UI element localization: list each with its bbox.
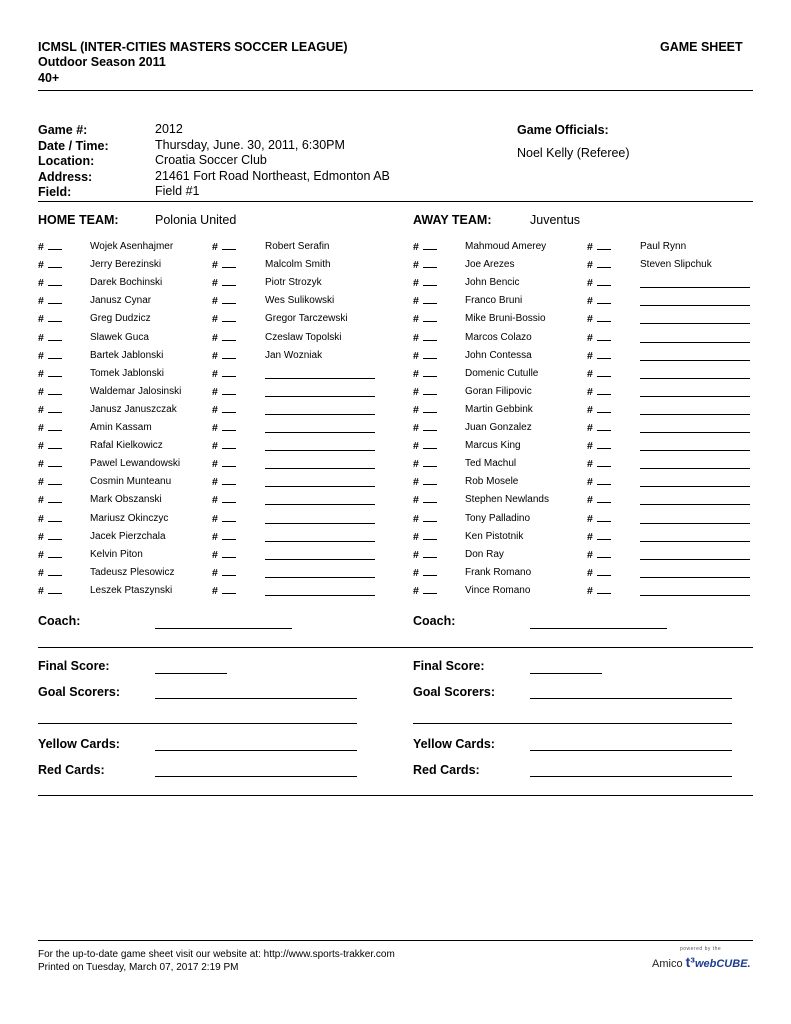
home-jersey-number-blank: # [38,240,62,253]
official-referee: Noel Kelly (Referee) [517,146,630,160]
home-red-cards-label: Red Cards: [38,763,105,777]
home-final-score-label: Final Score: [38,659,110,673]
away-jersey-number-blank: # [413,331,437,344]
home-jersey-number-blank: # [38,457,62,470]
home-jersey-number-blank: # [38,584,62,597]
away-jersey-number-blank: # [587,258,611,271]
away-jersey-number-blank: # [413,457,437,470]
away-jersey-number-blank: # [413,584,437,597]
away-yellow-cards-label: Yellow Cards: [413,737,495,751]
home-player-name: Gregor Tarczewski [265,313,348,324]
game-location: Croatia Soccer Club [155,153,267,167]
home-jersey-number-blank: # [38,349,62,362]
away-player-name: Ken Pistotnik [465,531,524,542]
home-player-name-blank [265,513,375,524]
home-jersey-number-blank: # [212,331,236,344]
away-player-name-blank [640,549,750,560]
away-player-name: Joe Arezes [465,259,515,270]
away-jersey-number-blank: # [413,439,437,452]
home-final-score-line [155,661,227,674]
away-player-name-blank [640,585,750,596]
home-jersey-number-blank: # [38,512,62,525]
home-player-name: Jan Wozniak [265,350,323,361]
away-player-name: Steven Slipchuk [640,259,712,270]
away-player-name-blank [640,295,750,306]
home-jersey-number-blank: # [212,421,236,434]
away-jersey-number-blank: # [587,530,611,543]
home-jersey-number-blank: # [212,530,236,543]
away-coach-label: Coach: [413,614,456,628]
officials-label: Game Officials: [517,123,609,137]
home-player-name-blank [265,386,375,397]
away-jersey-number-blank: # [413,530,437,543]
away-jersey-number-blank: # [413,475,437,488]
location-label: Location: [38,154,95,168]
score-divider [38,795,753,796]
coach-divider [38,647,753,648]
away-player-name-blank [640,494,750,505]
home-jersey-number-blank: # [38,548,62,561]
home-jersey-number-blank: # [38,403,62,416]
home-player-name: Janusz Cynar [90,295,152,306]
home-goal-scorers-line [155,686,357,699]
away-jersey-number-blank: # [587,367,611,380]
home-yellow-cards-line [155,738,357,751]
home-jersey-number-blank: # [38,530,62,543]
home-jersey-number-blank: # [38,276,62,289]
home-player-name: Greg Dudzicz [90,313,151,324]
away-player-name: John Contessa [465,350,532,361]
away-player-name-blank [640,567,750,578]
away-team-label: AWAY TEAM: [413,213,492,227]
away-player-name: Goran Filipovic [465,386,532,397]
home-player-name: Kelvin Piton [90,549,143,560]
home-jersey-number-blank: # [38,294,62,307]
away-jersey-number-blank: # [413,421,437,434]
home-jersey-number-blank: # [212,240,236,253]
away-player-name-blank [640,458,750,469]
info-divider [38,201,753,202]
home-player-name-blank [265,440,375,451]
away-player-name: Rob Mosele [465,476,519,487]
home-player-name-blank [265,585,375,596]
away-coach-line [530,616,667,629]
home-jersey-number-blank: # [212,294,236,307]
away-jersey-number-blank: # [587,584,611,597]
away-player-name: John Bencic [465,277,520,288]
logo-brand: Amico [652,958,683,970]
away-player-name: Franco Bruni [465,295,523,306]
home-player-name: Wes Sulikowski [265,295,335,306]
home-player-name: Tomek Jablonski [90,368,164,379]
away-jersey-number-blank: # [413,294,437,307]
away-jersey-number-blank: # [413,258,437,271]
game-address: 21461 Fort Road Northeast, Edmonton AB [155,169,390,183]
sheet-title: GAME SHEET [660,40,743,54]
home-jersey-number-blank: # [38,475,62,488]
footer-printed: Printed on Tuesday, March 07, 2017 2:19 PM [38,962,239,973]
home-player-name-blank [265,531,375,542]
home-player-name: Mark Obszanski [90,494,162,505]
away-jersey-number-blank: # [413,367,437,380]
game-field: Field #1 [155,184,200,198]
home-goal-scorers-line-2 [38,711,357,724]
home-jersey-number-blank: # [38,331,62,344]
away-goal-scorers-line [530,686,732,699]
away-red-cards-label: Red Cards: [413,763,480,777]
home-player-name: Leszek Ptaszynski [90,585,173,596]
game-number-label: Game #: [38,123,88,137]
away-jersey-number-blank: # [587,548,611,561]
away-player-name-blank [640,404,750,415]
logo-powered-text: powered by the [680,946,722,952]
away-player-name: Ted Machul [465,458,517,469]
away-final-score-line [530,661,602,674]
home-player-name: Mariusz Okinczyc [90,513,169,524]
home-player-name: Jacek Pierzchala [90,531,166,542]
away-player-name: Juan Gonzalez [465,422,532,433]
home-jersey-number-blank: # [212,512,236,525]
away-jersey-number-blank: # [587,457,611,470]
header-divider [38,90,753,91]
away-jersey-number-blank: # [587,240,611,253]
home-player-name-blank [265,404,375,415]
away-jersey-number-blank: # [587,475,611,488]
away-red-cards-line [530,764,732,777]
away-goal-scorers-label: Goal Scorers: [413,685,495,699]
home-jersey-number-blank: # [212,457,236,470]
away-jersey-number-blank: # [587,312,611,325]
away-jersey-number-blank: # [587,276,611,289]
away-final-score-label: Final Score: [413,659,485,673]
home-player-name-blank [265,567,375,578]
home-player-name: Slawek Guca [90,332,149,343]
away-player-name-blank [640,313,750,324]
away-jersey-number-blank: # [413,566,437,579]
away-player-name: Mahmoud Amerey [465,241,547,252]
home-jersey-number-blank: # [212,566,236,579]
home-jersey-number-blank: # [212,548,236,561]
home-player-name: Czeslaw Topolski [265,332,342,343]
home-player-name: Amin Kassam [90,422,152,433]
away-player-name: Martin Gebbink [465,404,533,415]
away-player-name-blank [640,476,750,487]
home-jersey-number-blank: # [212,439,236,452]
home-jersey-number-blank: # [38,385,62,398]
away-jersey-number-blank: # [587,349,611,362]
game-datetime: Thursday, June. 30, 2011, 6:30PM [155,138,345,152]
home-jersey-number-blank: # [38,566,62,579]
away-yellow-cards-line [530,738,732,751]
home-jersey-number-blank: # [212,493,236,506]
field-label: Field: [38,185,72,199]
home-jersey-number-blank: # [212,403,236,416]
away-jersey-number-blank: # [413,512,437,525]
home-player-name-blank [265,422,375,433]
home-red-cards-line [155,764,357,777]
away-jersey-number-blank: # [413,240,437,253]
home-player-name: Piotr Strozyk [265,277,322,288]
away-jersey-number-blank: # [413,403,437,416]
away-jersey-number-blank: # [587,439,611,452]
away-jersey-number-blank: # [413,349,437,362]
home-jersey-number-blank: # [38,493,62,506]
home-player-name: Darek Bochinski [90,277,163,288]
footer-website: For the up-to-date game sheet visit our website at: http://www.sports-trakker.com [38,949,395,960]
away-player-name: Marcus King [465,440,521,451]
home-jersey-number-blank: # [212,258,236,271]
home-jersey-number-blank: # [38,421,62,434]
home-jersey-number-blank: # [212,385,236,398]
address-label: Address: [38,170,93,184]
home-player-name: Jerry Berezinski [90,259,162,270]
home-jersey-number-blank: # [212,584,236,597]
away-player-name: Tony Palladino [465,513,531,524]
away-player-name: Mike Bruni-Bossio [465,313,546,324]
away-jersey-number-blank: # [587,421,611,434]
away-player-name: Frank Romano [465,567,532,578]
away-jersey-number-blank: # [587,512,611,525]
away-jersey-number-blank: # [587,385,611,398]
away-jersey-number-blank: # [413,493,437,506]
away-player-name: Vince Romano [465,585,531,596]
away-player-name: Don Ray [465,549,504,560]
home-player-name: Wojek Asenhajmer [90,241,174,252]
division-label: 40+ [38,71,60,85]
home-jersey-number-blank: # [38,439,62,452]
away-player-name-blank [640,386,750,397]
home-jersey-number-blank: # [212,367,236,380]
away-player-name-blank [640,350,750,361]
home-player-name: Malcolm Smith [265,259,331,270]
away-player-name: Domenic Cutulle [465,368,539,379]
home-player-name: Waldemar Jalosinski [90,386,182,397]
home-jersey-number-blank: # [38,258,62,271]
home-player-name: Rafal Kielkowicz [90,440,163,451]
home-goal-scorers-label: Goal Scorers: [38,685,120,699]
away-jersey-number-blank: # [413,276,437,289]
away-goal-scorers-line-2 [413,711,732,724]
away-player-name: Paul Rynn [640,241,687,252]
home-coach-line [155,616,292,629]
home-team-name: Polonia United [155,213,237,227]
home-jersey-number-blank: # [212,312,236,325]
away-player-name-blank [640,368,750,379]
home-jersey-number-blank: # [212,276,236,289]
home-player-name: Robert Serafin [265,241,330,252]
logo-web: web [694,958,717,970]
home-player-name-blank [265,368,375,379]
home-player-name-blank [265,549,375,560]
home-player-name: Tadeusz Plesowicz [90,567,175,578]
away-player-name-blank [640,531,750,542]
datetime-label: Date / Time: [38,139,109,153]
home-player-name-blank [265,494,375,505]
home-jersey-number-blank: # [212,475,236,488]
away-jersey-number-blank: # [587,331,611,344]
away-player-name: Stephen Newlands [465,494,549,505]
home-yellow-cards-label: Yellow Cards: [38,737,120,751]
game-number: 2012 [155,122,183,136]
away-jersey-number-blank: # [413,312,437,325]
home-player-name: Janusz Januszczak [90,404,177,415]
home-team-label: HOME TEAM: [38,213,119,227]
season-label: Outdoor Season 2011 [38,55,166,69]
away-jersey-number-blank: # [413,548,437,561]
away-jersey-number-blank: # [587,403,611,416]
home-jersey-number-blank: # [38,312,62,325]
home-player-name: Cosmin Munteanu [90,476,172,487]
away-jersey-number-blank: # [587,566,611,579]
footer-divider [38,940,753,941]
away-team-name: Juventus [530,213,581,227]
logo-cube: CUBE. [716,958,751,970]
home-jersey-number-blank: # [212,349,236,362]
away-player-name-blank [640,277,750,288]
away-player-name: Marcos Colazo [465,332,532,343]
home-player-name-blank [265,476,375,487]
home-player-name: Bartek Jablonski [90,350,164,361]
away-jersey-number-blank: # [413,385,437,398]
home-coach-label: Coach: [38,614,81,628]
away-player-name-blank [640,332,750,343]
logo-t3: t³ [685,954,695,970]
home-player-name-blank [265,458,375,469]
away-jersey-number-blank: # [587,493,611,506]
league-title: ICMSL (INTER-CITIES MASTERS SOCCER LEAGUE) [38,40,348,54]
away-player-name-blank [640,513,750,524]
home-jersey-number-blank: # [38,367,62,380]
away-jersey-number-blank: # [587,294,611,307]
home-player-name: Pawel Lewandowski [90,458,181,469]
away-player-name-blank [640,440,750,451]
away-player-name-blank [640,422,750,433]
